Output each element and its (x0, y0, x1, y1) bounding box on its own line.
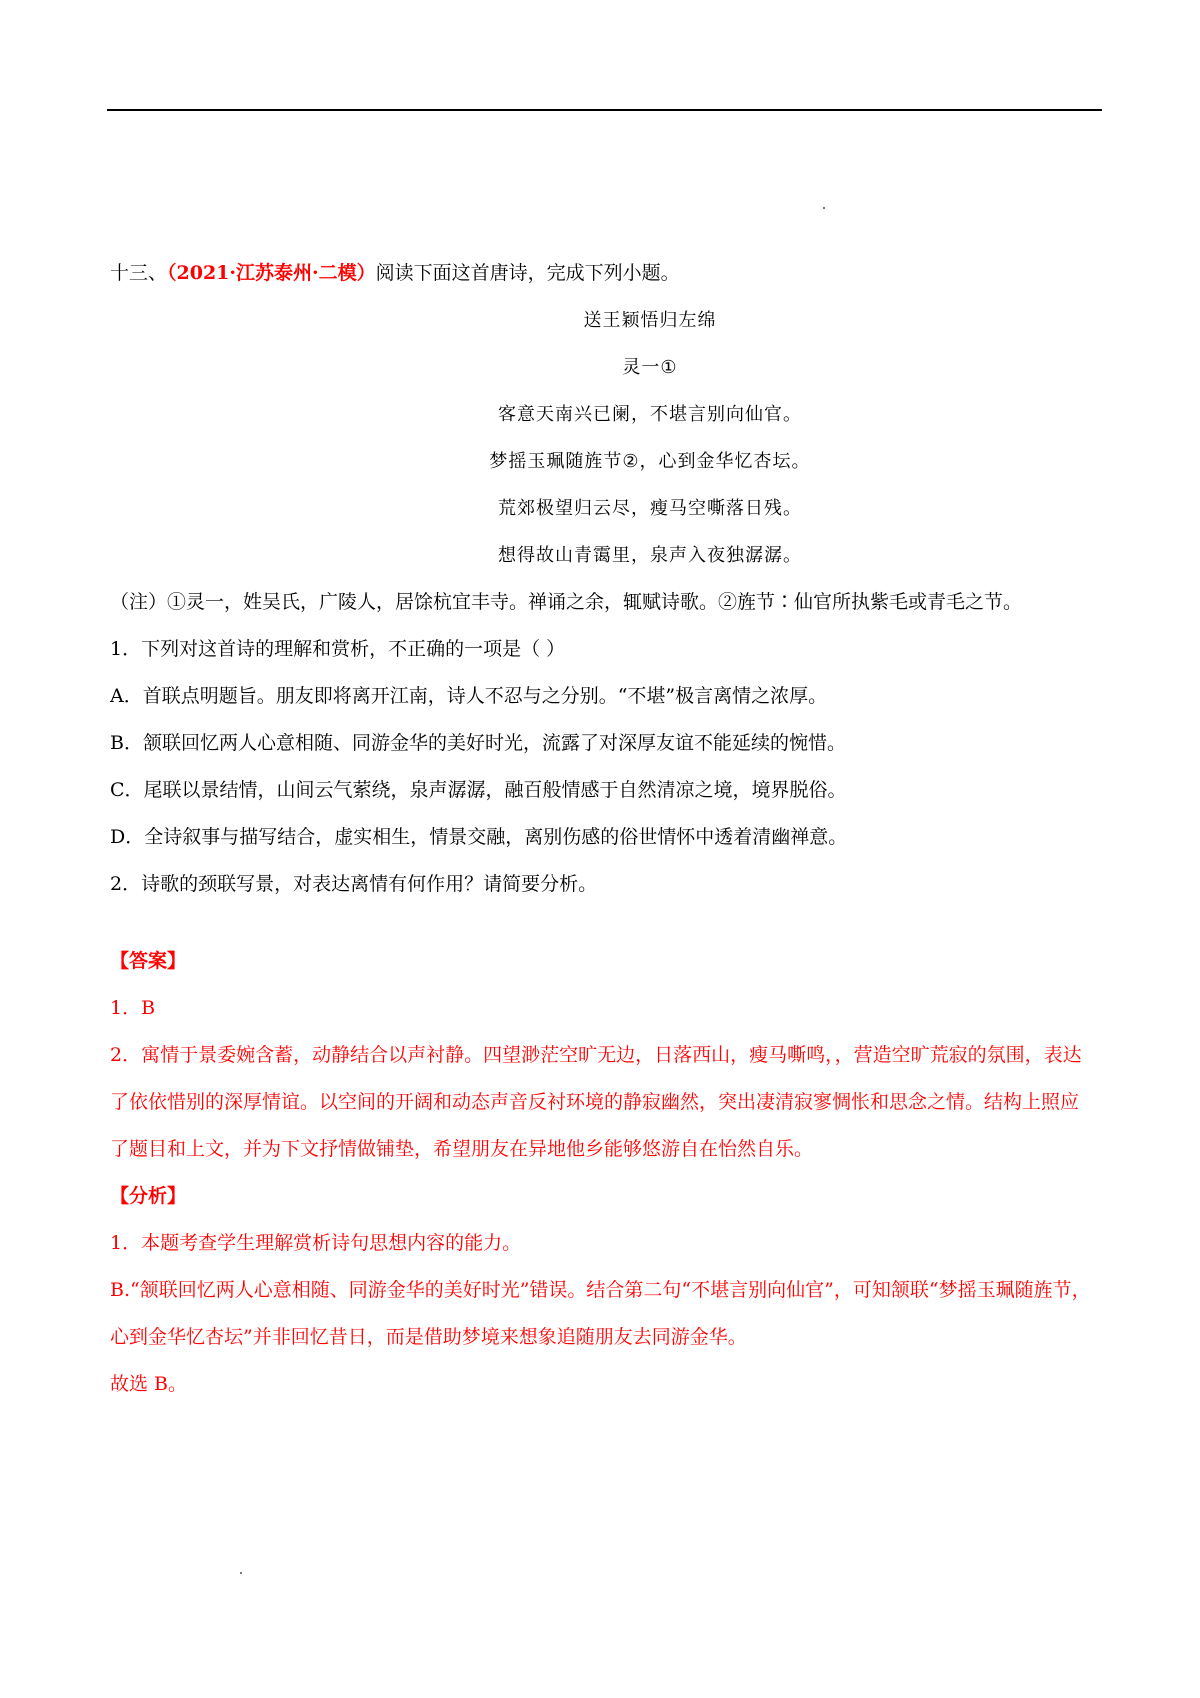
answer-1: 1．B (110, 997, 156, 1019)
q1-option-d: D．全诗叙事与描写结合，虚实相生，情景交融，离别伤感的俗世情怀中透着清幽禅意。 (110, 826, 848, 848)
stray-dot (823, 207, 825, 209)
q1-option-a: A．首联点明题旨。朋友即将离开江南，诗人不忍与之分别。“不堪”极言离情之浓厚。 (110, 685, 828, 707)
answer-2: 2．寓情于景委婉含蓄，动静结合以声衬静。四望渺茫空旷无边，日落西山，瘦马嘶鸣，，营造空旷荒寂的氛围，表达了依依惜别的深厚情谊。以空间的开阔和动态声音反衬环境的静寂幽然，突出凄清寂寥惆怅和思念之情。结构上照应了题目和上文，并为下文抒情做铺垫，希望朋友在异地他乡能够悠游自在怡然自乐。 (110, 1044, 1082, 1160)
header-rule (107, 109, 1102, 111)
poem-title: 送王颖悟归左绵 (583, 310, 717, 331)
q1-option-c: C．尾联以景结情，山间云气萦绕，泉声潺潺，融百般情感于自然清凉之境，境界脱俗。 (110, 779, 847, 801)
answer-heading: 【答案】 (110, 950, 187, 972)
poem-line: 梦摇玉珮随旌节②，心到金华忆杏坛。 (489, 451, 811, 472)
poem-line: 想得故山青霭里，泉声入夜独潺潺。 (498, 545, 802, 566)
spacer (110, 908, 1095, 938)
stray-dot (240, 1572, 242, 1574)
q2-stem: 2．诗歌的颈联写景，对表达离情有何作用？请简要分析。 (110, 873, 598, 895)
question-instruction: 阅读下面这首唐诗，完成下列小题。 (375, 262, 680, 284)
question-number: 十三、 (110, 262, 168, 284)
poem-line: 荒郊极望归云尽，瘦马空嘶落日残。 (498, 498, 802, 519)
analysis-paragraph-1: 1．本题考查学生理解赏析诗句思想内容的能力。 (110, 1232, 522, 1254)
poem-note: （注）①灵一，姓吴氏，广陵人，居馀杭宜丰寺。禅诵之余，辄赋诗歌。②旌节∶仙官所执紫毛或青毛之节。 (110, 591, 1023, 613)
analysis-paragraph-3: 故选 B。 (110, 1373, 188, 1395)
document-body (110, 250, 1095, 1408)
q1-option-b: B．颔联回忆两人心意相随、同游金华的美好时光，流露了对深厚友谊不能延续的惋惜。 (110, 732, 846, 754)
poem-author: 灵一① (622, 357, 678, 378)
analysis-paragraph-2: B.“颔联回忆两人心意相随、同游金华的美好时光”错误。结合第二句“不堪言别向仙官”，可知颔联“梦摇玉珮随旌节，心到金华忆杏坛”并非回忆昔日，而是借助梦境来想象追随朋友去同游金华。 (110, 1279, 1091, 1348)
q1-stem: 1．下列对这首诗的理解和赏析，不正确的一项是（ ） (110, 638, 566, 660)
question-source: （2021·江苏泰州·二模） (167, 262, 376, 284)
analysis-heading: 【分析】 (110, 1185, 187, 1207)
question-heading (110, 250, 1095, 297)
poem-line: 客意天南兴已阑，不堪言别向仙官。 (498, 404, 802, 425)
